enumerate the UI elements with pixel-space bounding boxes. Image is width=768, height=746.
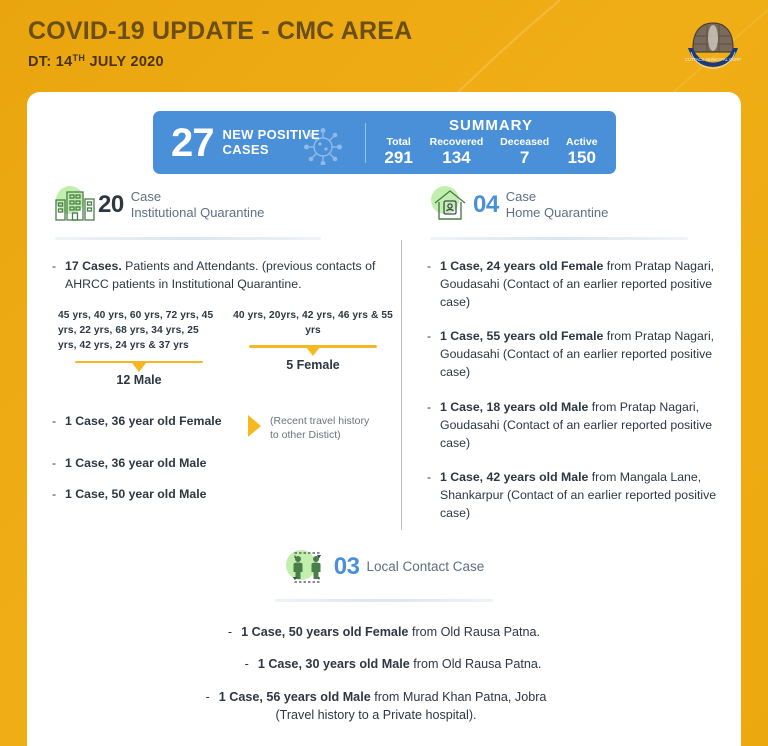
male-arrow <box>75 361 203 364</box>
local-case-2-sub: (Travel history to a Private hospital). <box>275 707 477 722</box>
female-total: 5 Female <box>286 357 340 372</box>
home-rule <box>430 237 688 240</box>
new-cases-label-line2: CASES <box>222 141 269 157</box>
new-cases-label-line1: NEW POSITIVE <box>222 126 321 142</box>
summary-block <box>366 117 616 168</box>
travel-note-line2: to other Distict) <box>270 429 341 442</box>
summary-banner <box>153 111 616 174</box>
page-header <box>28 18 728 88</box>
home-case-0-rest: from Pratap Nagari, Goudasahi (Contact of an earlier reported positive case) <box>440 259 715 309</box>
stat-active-label: Active <box>566 136 598 149</box>
travel-history-note <box>270 413 369 442</box>
date-prefix: DT: 14 <box>28 53 73 70</box>
institutional-count: 20 <box>98 191 124 218</box>
list-item <box>27 688 741 725</box>
travel-arrow-icon <box>248 415 261 437</box>
home-case-1-rest: from Pratap Nagari, Goudasahi (Contact of an earlier reported positive case) <box>440 329 715 380</box>
home-case-0-bold: 1 Case, 24 years old Female <box>440 259 604 273</box>
female-age-group <box>226 308 400 387</box>
stat-deceased <box>500 136 549 168</box>
home-case-list <box>427 258 727 523</box>
buildings-icon <box>52 185 98 225</box>
institutional-intro-bold: 17 Cases. <box>65 259 122 273</box>
list-item <box>27 623 741 641</box>
list-item <box>427 399 727 452</box>
local-contact-header <box>27 547 741 587</box>
local-case-1-bold: 1 Case, 30 years old Male <box>257 657 410 672</box>
institutional-intro-rest: Patients and Attendants. (previous contacts of AHRCC patients in Institutional Quarantine. <box>65 259 376 291</box>
bullet-dash: - <box>205 689 210 704</box>
stat-total-value: 291 <box>384 148 413 168</box>
bullet-dash: - <box>52 455 57 470</box>
home-case-3-rest: from Mangala Lane, Shankarpur (Contact of an earlier reported positive case) <box>440 470 717 521</box>
bullet-dash: - <box>52 486 57 501</box>
svg-text:CUTTACK MUNICIPAL CORP: CUTTACK MUNICIPAL CORP <box>684 57 742 62</box>
institutional-header <box>52 185 400 225</box>
stat-total <box>384 136 412 168</box>
home-label <box>506 189 609 222</box>
institutional-label-line1: Case <box>130 188 162 204</box>
list-item <box>52 486 400 504</box>
institutional-intro-item <box>52 258 400 294</box>
new-cases-block <box>153 120 365 165</box>
list-item <box>52 455 400 473</box>
institutional-quarantine-section <box>52 185 400 517</box>
institutional-case-1: 1 Case, 36 year old Male <box>65 455 207 470</box>
summary-title: SUMMARY <box>449 117 533 135</box>
local-contact-case-list <box>27 623 741 724</box>
page-title: COVID-19 UPDATE - CMC AREA <box>28 17 413 45</box>
female-arrow-triangle <box>306 347 320 356</box>
local-contact-section <box>27 547 741 738</box>
list-item <box>427 258 727 311</box>
home-count: 04 <box>473 191 499 218</box>
report-date <box>28 53 728 70</box>
institutional-case-2: 1 Case, 50 year old Male <box>65 486 207 501</box>
local-case-0-bold: 1 Case, 50 years old Female <box>241 625 409 639</box>
female-ages: 40 yrs, 20yrs, 42 yrs, 46 yrs & 55 yrs <box>233 309 393 336</box>
home-quarantine-section <box>427 185 727 536</box>
bullet-dash: - <box>427 470 432 485</box>
institutional-case-row-travel <box>52 413 400 444</box>
stat-deceased-value: 7 <box>519 148 530 168</box>
new-cases-count: 27 <box>171 120 214 165</box>
local-case-2-rest: from Murad Khan Patna, Jobra <box>370 689 547 704</box>
institutional-label <box>131 189 265 222</box>
stat-total-label: Total <box>386 136 411 149</box>
travel-note-line1: (Recent travel history <box>270 415 370 428</box>
bullet-dash: - <box>427 259 432 273</box>
home-case-1-bold: 1 Case, 55 years old Female <box>440 329 604 344</box>
institutional-intro <box>52 258 400 294</box>
list-item <box>52 413 248 431</box>
institutional-rule <box>55 237 321 240</box>
bullet-dash: - <box>227 625 233 639</box>
list-item <box>427 469 727 522</box>
local-contact-label: Local Contact Case <box>366 558 485 574</box>
bullet-dash: - <box>52 259 57 273</box>
stat-recovered-label: Recovered <box>429 136 484 149</box>
institutional-case-list <box>52 413 400 503</box>
local-case-1-rest: from Old Rausa Patna. <box>409 657 542 672</box>
home-case-3-bold: 1 Case, 42 years old Male <box>440 470 589 485</box>
stat-deceased-label: Deceased <box>500 136 550 149</box>
home-case-2-rest: from Pratap Nagari, Goudasahi (Contact of an earlier reported positive case) <box>440 399 713 450</box>
male-ages: 45 yrs, 40 yrs, 60 yrs, 72 yrs, 45 yrs, 22 yrs, 68 yrs, 34 yrs, 25 yrs, 42 yrs, 24 yrs & 37 yrs <box>58 309 214 352</box>
home-label-line2: Home Quarantine <box>505 205 609 220</box>
stat-active <box>566 136 598 168</box>
home-case-2-bold: 1 Case, 18 years old Male <box>440 399 589 414</box>
summary-stats <box>376 136 606 168</box>
local-case-0-rest: from Old Rausa Patna. <box>408 625 541 639</box>
list-item <box>27 655 741 673</box>
male-age-group <box>52 308 226 387</box>
bullet-dash: - <box>244 657 249 672</box>
local-contact-rule <box>275 599 493 602</box>
virus-icon <box>297 123 349 165</box>
local-contact-count: 03 <box>333 553 360 580</box>
institutional-label-line2: Institutional Quarantine <box>130 205 265 220</box>
house-person-icon <box>427 185 473 225</box>
male-arrow-triangle <box>132 363 146 372</box>
age-breakdown <box>52 308 400 387</box>
bullet-dash: - <box>52 414 57 429</box>
stat-recovered <box>430 136 484 168</box>
date-ordinal-suffix: TH <box>72 52 86 63</box>
home-header <box>427 185 727 225</box>
stat-active-value: 150 <box>567 148 596 168</box>
stat-recovered-value: 134 <box>442 148 471 168</box>
home-label-line1: Case <box>505 188 537 204</box>
institutional-case-0: 1 Case, 36 year old Female <box>65 414 222 429</box>
male-total: 12 Male <box>116 373 162 388</box>
two-people-contact-icon <box>284 547 330 587</box>
cuttack-municipal-corporation-logo <box>680 14 746 76</box>
column-divider <box>401 240 402 530</box>
bullet-dash: - <box>427 329 432 344</box>
local-case-2-bold: 1 Case, 56 years old Male <box>218 689 371 704</box>
date-suffix: JULY 2020 <box>85 53 164 70</box>
bullet-dash: - <box>427 399 432 414</box>
list-item <box>427 328 727 381</box>
content-card <box>27 92 741 746</box>
female-arrow <box>249 345 377 348</box>
